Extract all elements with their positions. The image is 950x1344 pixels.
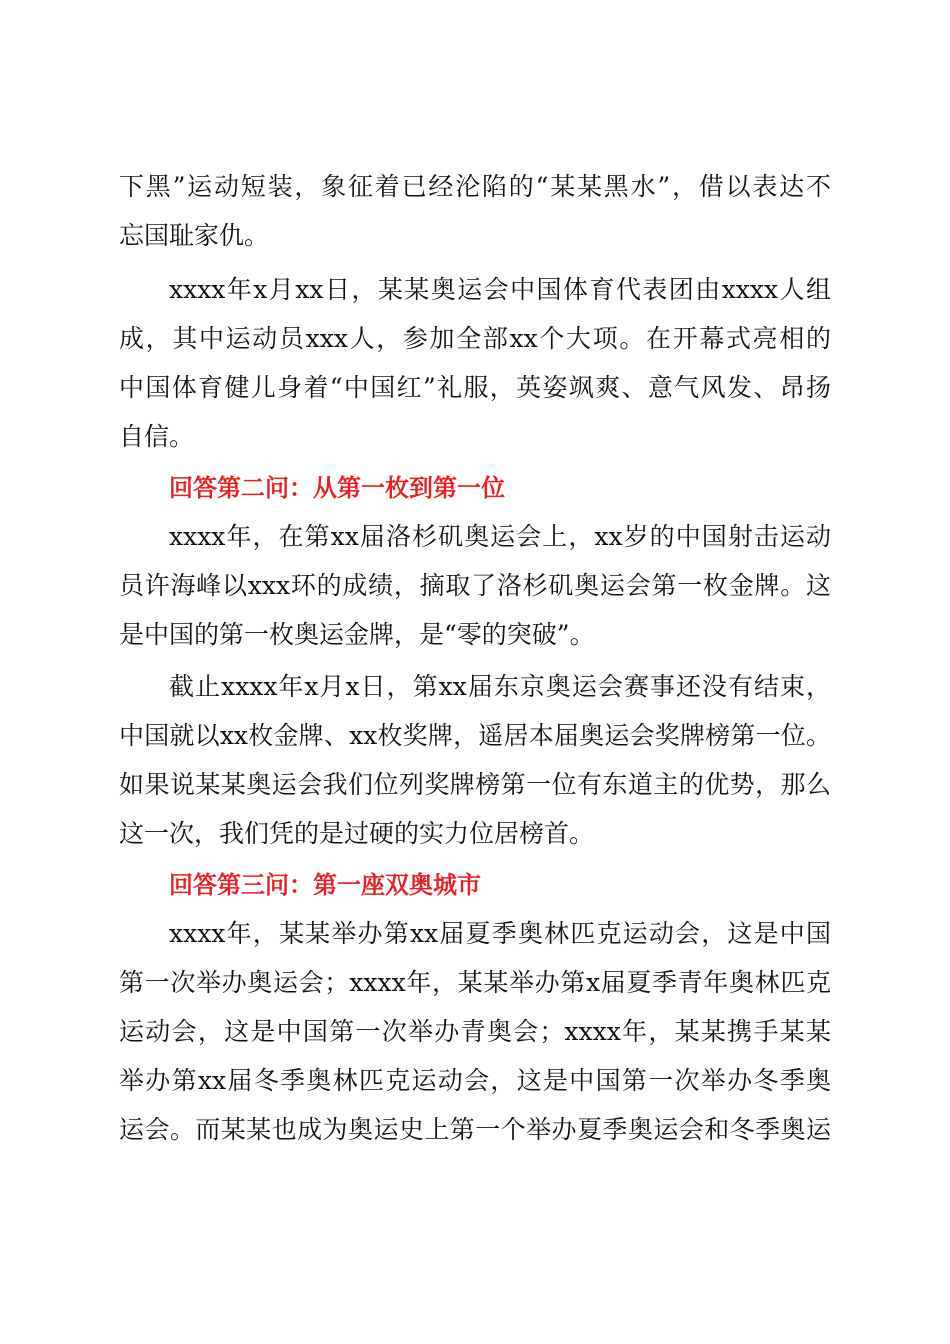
text-line: 中国就以xx枚金牌、xx枚奖牌，遥居本届奥运会奖牌榜第一位。 (119, 721, 831, 750)
text-line: 是中国的第一枚奥运金牌，是“零的突破”。 (119, 620, 595, 649)
text-line: 截止xxxx年x月x日，第xx届东京奥运会赛事还没有结束， (169, 672, 831, 701)
text-line: xxxx年，在第xx届洛杉矶奥运会上，xx岁的中国射击运动 (169, 522, 831, 551)
text-line: 这一次，我们凭的是过硬的实力位居榜首。 (119, 819, 595, 848)
text-line: 运会。而某某也成为奥运史上第一个举办夏季奥运会和冬季奥运 (119, 1115, 831, 1144)
text-line: 忘国耻家仇。 (119, 221, 270, 250)
section-heading-2: 回答第二问：从第一枚到第一位 (169, 474, 505, 502)
text-line: 员许海峰以xxx环的成绩，摘取了洛杉矶奥运会第一枚金牌。这 (119, 571, 831, 600)
text-line: 第一次举办奥运会；xxxx年，某某举办第x届夏季青年奥林匹克 (119, 968, 831, 997)
text-line: xxxx年x月xx日，某某奥运会中国体育代表团由xxxx人组 (169, 275, 831, 304)
text-line: 成，其中运动员xxx人，参加全部xx个大项。在开幕式亮相的 (119, 324, 831, 353)
text-line: 中国体育健儿身着“中国红”礼服，英姿飒爽、意气风发、昂扬 (119, 373, 831, 402)
text-line: 运动会，这是中国第一次举办青奥会；xxxx年，某某携手某某 (119, 1017, 831, 1046)
text-line: 举办第xx届冬季奥林匹克运动会，这是中国第一次举办冬季奥 (119, 1066, 831, 1095)
text-line: xxxx年，某某举办第xx届夏季奥林匹克运动会，这是中国 (169, 919, 831, 948)
text-line: 自信。 (119, 422, 195, 451)
text-line: 如果说某某奥运会我们位列奖牌榜第一位有东道主的优势，那么 (119, 770, 831, 799)
section-heading-3: 回答第三问：第一座双奥城市 (169, 871, 481, 899)
text-line: 下黑”运动短装，象征着已经沦陷的“某某黑水”，借以表达不 (119, 172, 831, 201)
